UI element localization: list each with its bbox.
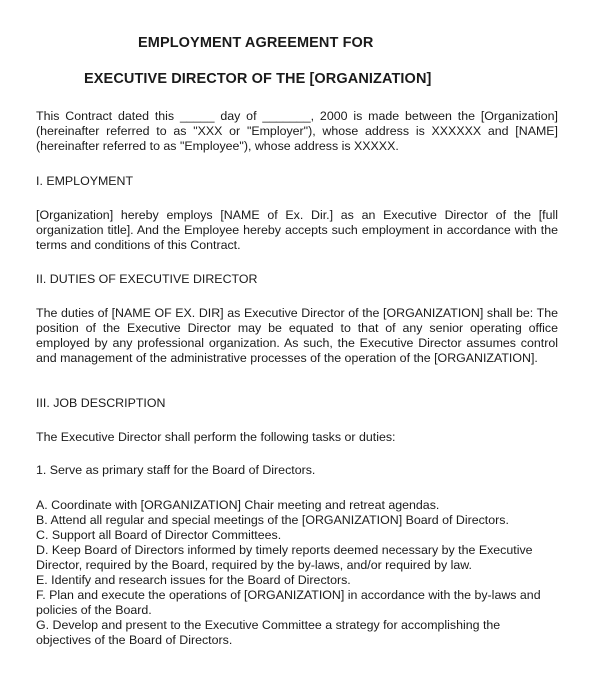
job-description-intro: The Executive Director shall perform the following tasks or duties: bbox=[36, 430, 396, 444]
section-heading-job-description: III. JOB DESCRIPTION bbox=[36, 396, 166, 410]
section-heading-employment: I. EMPLOYMENT bbox=[36, 174, 134, 188]
task-subitem-f: F. Plan and execute the operations of [ORGANIZATION] in accordance with the by-laws and policies of the Board. bbox=[36, 588, 541, 617]
duties-paragraph: The duties of [NAME OF EX. DIR] as Executive Director of the [ORGANIZATION] shall be: The position of the Executive Director may be equated to that of any senior operating office employed by any professional organization. As such, the Executive Director assumes control and management of the administrative processes of the operation of the [ORGANIZATION]. bbox=[36, 306, 558, 365]
task-subitem-g: G. Develop and present to the Executive Committee a strategy for accomplishing the objectives of the Board of Directors. bbox=[36, 618, 501, 647]
task-subitem-e: E. Identify and research issues for the Board of Directors. bbox=[36, 573, 351, 587]
document-title-line1: EMPLOYMENT AGREEMENT FOR bbox=[138, 35, 374, 51]
task-item-1: 1. Serve as primary staff for the Board of Directors. bbox=[36, 463, 316, 477]
task-subitem-d: D. Keep Board of Directors informed by timely reports deemed necessary by the Executive Director, required by the Board, required by the by-laws, and/or required by law. bbox=[36, 543, 533, 572]
employment-paragraph: [Organization] hereby employs [NAME of Ex. Dir.] as an Executive Director of the [full organization title]. And the Employee hereby accepts such employment in accordance with the terms and conditions of this Contract. bbox=[36, 208, 558, 252]
task-subitem-b: B. Attend all regular and special meetings of the [ORGANIZATION] Board of Directors. bbox=[36, 513, 509, 527]
task-sublist bbox=[36, 498, 558, 648]
intro-paragraph: This Contract dated this _____ day of _______, 2000 is made between the [Organization] (hereinafter referred to as "XXX or "Employer"), whose address is XXXXXX and [NAME] (hereinafter referred to as "Employee"), whose address is XXXXX. bbox=[36, 109, 558, 153]
document-title-line2: EXECUTIVE DIRECTOR OF THE [ORGANIZATION] bbox=[84, 71, 432, 87]
section-heading-duties: II. DUTIES OF EXECUTIVE DIRECTOR bbox=[36, 272, 258, 286]
task-subitem-c: C. Support all Board of Director Committees. bbox=[36, 528, 282, 542]
task-subitem-a: A. Coordinate with [ORGANIZATION] Chair meeting and retreat agendas. bbox=[36, 498, 440, 512]
